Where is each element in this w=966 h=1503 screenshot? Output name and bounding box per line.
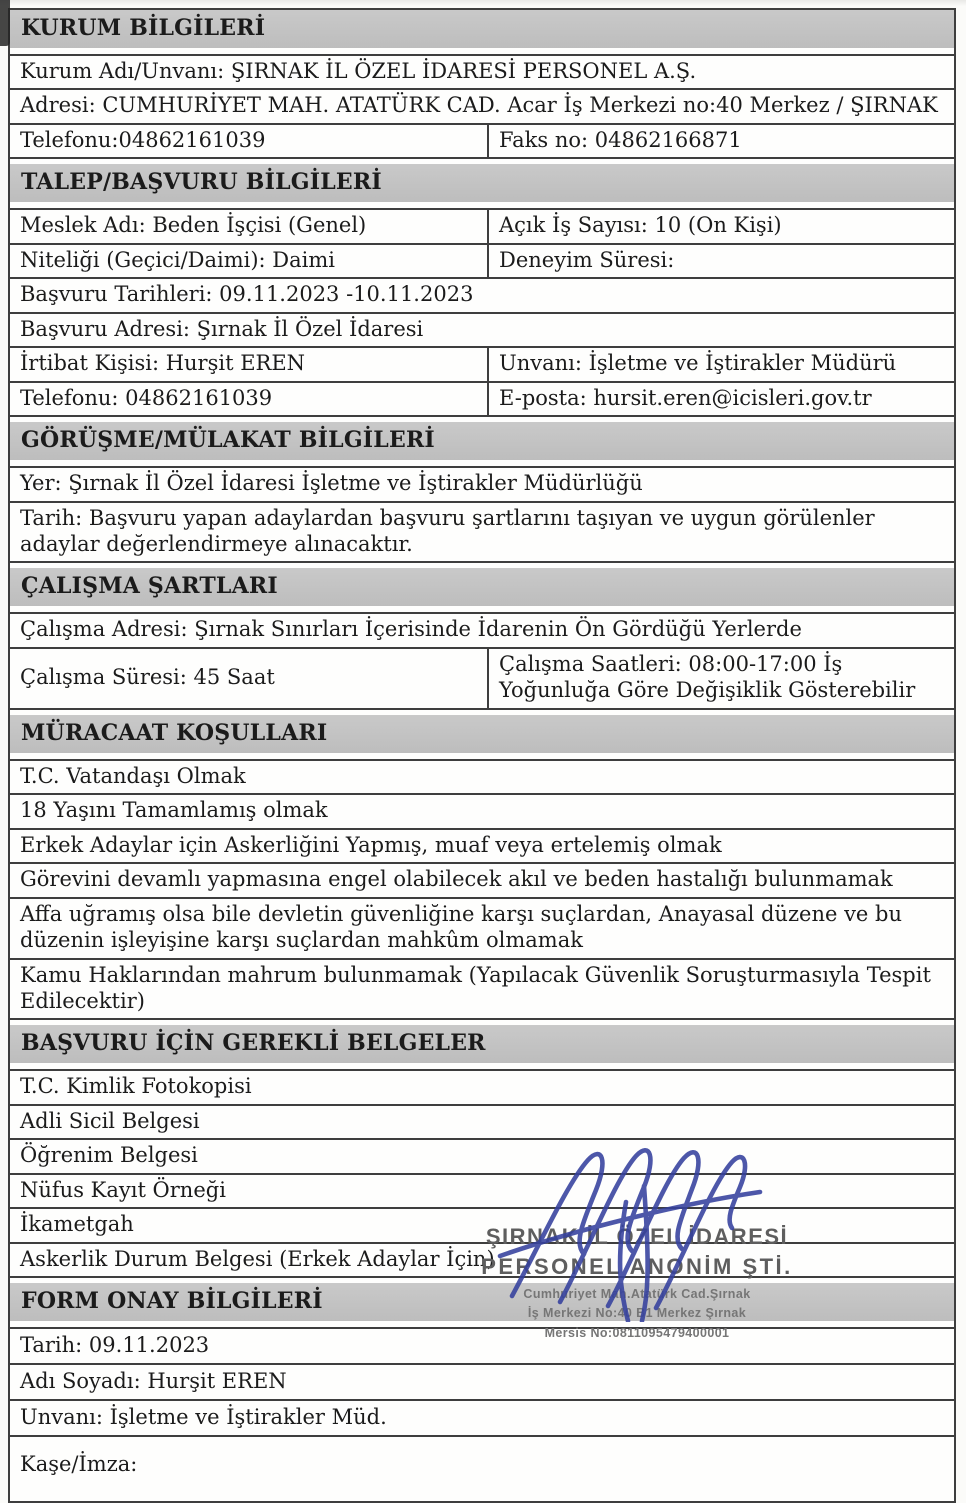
field-belge-4: Nüfus Kayıt Örneği [20, 1177, 226, 1202]
section-header-gorusme-mulakat [10, 417, 954, 468]
row-irtibat-unvan [10, 348, 954, 382]
row-meslek-acikis [10, 210, 954, 244]
field-calisma-saatleri: Çalışma Saatleri: 08:00-17:00 İş Yoğunluğa Göre Değişiklik Gösterebilir [499, 651, 916, 703]
section-title: GÖRÜŞME/MÜLAKAT BİLGİLERİ [10, 422, 954, 460]
field-belge-2: Adli Sicil Belgesi [20, 1108, 200, 1133]
field-belge-3: Öğrenim Belgesi [20, 1143, 198, 1168]
field-onay-tarih: Tarih: 09.11.2023 [20, 1332, 210, 1357]
job-posting-form-table [8, 8, 956, 1503]
field-kosul-5: Affa uğramış olsa bile devletin güvenliğine karşı suçlardan, Anayasal düzene ve bu düzenin işleyişine karşı suçlardan mahkûm olmamak [20, 901, 902, 953]
row-kosul-vatandaslik [10, 761, 954, 795]
row-kosul-yas [10, 795, 954, 829]
row-calisma-adresi [10, 614, 954, 648]
field-kosul-2: 18 Yaşını Tamamlamış olmak [20, 798, 328, 823]
field-belge-5: İkametgah [20, 1212, 134, 1237]
section-title: ÇALIŞMA ŞARTLARI [10, 568, 954, 606]
row-kosul-askerlik [10, 830, 954, 864]
section-title: FORM ONAY BİLGİLERİ [10, 1283, 954, 1321]
field-onay-adi-soyadi: Adı Soyadı: Hurşit EREN [20, 1368, 287, 1393]
row-telefon-faks [10, 125, 954, 159]
field-unvani: Unvanı: İşletme ve İştirakler Müdürü [499, 351, 897, 376]
row-belge-ogrenim [10, 1140, 954, 1174]
field-irtibat-kisisi: İrtibat Kişisi: Hurşit EREN [10, 348, 489, 380]
section-title: BAŞVURU İÇİN GEREKLİ BELGELER [10, 1025, 954, 1063]
stamp-address-2: İş Merkezi No:40 B1 Merkez Şırnak [527, 1306, 747, 1321]
row-adresi [10, 90, 954, 124]
field-yer: Yer: Şırnak İl Özel İdaresi İşletme ve İştirakler Müdürlüğü [20, 471, 643, 496]
field-kosul-6: Kamu Haklarından mahrum bulunmamak (Yapılacak Güvenlik Soruşturmasıyla Tespit Edilecektir) [20, 962, 931, 1013]
field-telefonu: Telefonu:04862161039 [10, 125, 489, 157]
scan-artifact [0, 0, 10, 46]
row-kase-imza [10, 1437, 954, 1501]
section-header-form-onay [10, 1278, 954, 1329]
field-tarih-aciklama: Tarih: Başvuru yapan adaylardan başvuru şartlarını taşıyan ve uygun görülenler adaylar değerlendirmeye alınacaktır. [20, 505, 875, 556]
field-faks-no: Faks no: 04862166871 [499, 127, 742, 152]
field-kase-imza: Kaşe/İmza: [20, 1451, 138, 1476]
scanned-form-sheet [8, 8, 956, 1503]
row-tarih-aciklama [10, 503, 954, 564]
field-eposta: E-posta: hursit.eren@icisleri.gov.tr [499, 385, 872, 410]
field-calisma-suresi: Çalışma Süresi: 45 Saat [10, 649, 489, 708]
stamp-address-3: Mersis No:0811095479400001 [544, 1325, 730, 1340]
row-kosul-saglik [10, 864, 954, 898]
field-adresi: Adresi: CUMHURİYET MAH. ATATÜRK CAD. Acar İş Merkezi no:40 Merkez / ŞIRNAK [20, 93, 938, 118]
field-meslek-adi: Meslek Adı: Beden İşçisi (Genel) [10, 210, 489, 242]
row-basvuru-adresi [10, 314, 954, 348]
section-title: TALEP/BAŞVURU BİLGİLERİ [10, 164, 954, 202]
row-kurum-adi [10, 56, 954, 90]
row-onay-tarih [10, 1329, 954, 1365]
row-belge-nufus [10, 1175, 954, 1209]
scan-edge-shade [0, 0, 966, 6]
stamp-line-1: ŞIRNAK İL ÖZEL İDARESİ [485, 1224, 789, 1249]
section-header-gerekli-belgeler [10, 1020, 954, 1071]
field-kosul-1: T.C. Vatandaşı Olmak [20, 763, 246, 788]
row-belge-askerlik [10, 1244, 954, 1278]
field-basvuru-adresi: Başvuru Adresi: Şırnak İl Özel İdaresi [20, 316, 424, 341]
row-yer [10, 468, 954, 502]
field-niteligi: Niteliği (Geçici/Daimi): Daimi [10, 245, 489, 277]
section-header-calisma-sartlari [10, 563, 954, 614]
field-belge-1: T.C. Kimlik Fotokopisi [20, 1074, 252, 1099]
field-onay-unvani: Unvanı: İşletme ve İştirakler Müd. [20, 1404, 387, 1429]
stamp-line-2: PERSONEL ANONİM ŞTİ. [481, 1254, 793, 1279]
field-kurum-adi: Kurum Adı/Unvanı: ŞIRNAK İL ÖZEL İDARESİ PERSONEL A.Ş. [20, 59, 697, 83]
row-belge-kimlik [10, 1071, 954, 1105]
field-belge-6: Askerlik Durum Belgesi (Erkek Adaylar İçin) [20, 1246, 495, 1271]
row-niteligi-deneyim [10, 245, 954, 279]
row-belge-adli-sicil [10, 1106, 954, 1140]
field-basvuru-tarihleri: Başvuru Tarihleri: 09.11.2023 -10.11.2023 [20, 282, 474, 307]
field-kosul-3: Erkek Adaylar için Askerliğini Yapmış, muaf veya ertelemiş olmak [20, 832, 722, 857]
row-telefon-eposta [10, 383, 954, 417]
section-title: KURUM BİLGİLERİ [10, 10, 954, 48]
row-calisma-suresi-saatleri [10, 649, 954, 710]
field-telefonu-2: Telefonu: 04862161039 [10, 383, 489, 415]
field-acik-is-sayisi: Açık İş Sayısı: 10 (On Kişi) [499, 213, 782, 238]
field-kosul-4: Görevini devamlı yapmasına engel olabilecek akıl ve beden hastalığı bulunmamak [20, 867, 893, 892]
section-header-muracaat-kosullari [10, 710, 954, 761]
row-belge-ikametgah [10, 1209, 954, 1243]
row-kosul-guvenlik-suclari [10, 899, 954, 960]
section-header-kurum-bilgileri [10, 10, 954, 56]
field-calisma-adresi: Çalışma Adresi: Şırnak Sınırları İçerisinde İdarenin Ön Gördüğü Yerlerde [20, 617, 802, 642]
section-title: MÜRACAAT KOŞULLARI [10, 715, 954, 753]
row-onay-unvani [10, 1401, 954, 1437]
row-onay-adi-soyadi [10, 1365, 954, 1401]
section-header-talep-basvuru [10, 159, 954, 210]
row-kosul-kamu-haklari [10, 960, 954, 1021]
field-deneyim-suresi: Deneyim Süresi: [499, 247, 675, 272]
stamp-address-1: Cumhuriyet Mah.Atatürk Cad.Şırnak [523, 1287, 751, 1301]
row-basvuru-tarihleri [10, 279, 954, 313]
